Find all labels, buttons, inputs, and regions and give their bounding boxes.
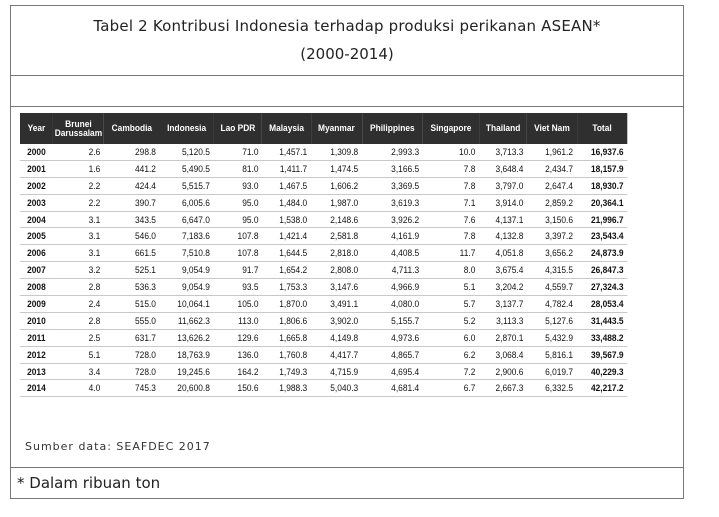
table-cell: 1,961.2 (527, 144, 577, 160)
table-cell: 5.7 (423, 296, 479, 313)
footnote-text: * Dalam ribuan ton (17, 474, 161, 492)
table-cell: 71.0 (214, 144, 263, 160)
table-cell: 1,665.8 (262, 329, 311, 346)
table-row (20, 312, 627, 329)
table-cell: 7.1 (423, 194, 479, 211)
table-cell: 3,491.1 (311, 296, 362, 313)
table-cell: 4,973.6 (362, 329, 423, 346)
table-cell: 4,681.4 (362, 380, 423, 397)
column-header: Cambodia (104, 113, 160, 144)
table-cell: 3,656.2 (527, 245, 577, 262)
total-cell: 42,217.2 (577, 380, 628, 397)
table-cell: 3,675.4 (479, 262, 527, 279)
column-header: Brunei Darussalam (53, 113, 104, 144)
table-cell: 1.6 (53, 160, 104, 177)
table-cell: 2.2 (53, 194, 104, 211)
table-cell: 390.7 (104, 194, 160, 211)
table-cell: 3.1 (53, 211, 104, 228)
table-cell: 536.3 (104, 279, 160, 296)
year-cell: 2014 (20, 380, 53, 397)
table-cell: 2.8 (53, 279, 104, 296)
table-cell: 7,183.6 (160, 228, 214, 245)
table-cell: 2,900.6 (479, 363, 527, 380)
table-body (20, 144, 627, 397)
table-cell: 107.8 (214, 245, 263, 262)
table-cell: 4,865.7 (362, 346, 423, 363)
year-cell: 2011 (20, 329, 53, 346)
table-cell: 11.7 (423, 245, 479, 262)
total-cell: 28,053.4 (577, 296, 628, 313)
table-cell: 4,715.9 (311, 363, 362, 380)
table-cell: 3,648.4 (479, 160, 527, 177)
table-cell: 4,559.7 (527, 279, 577, 296)
year-cell: 2006 (20, 245, 53, 262)
table-cell: 8.0 (423, 262, 479, 279)
table-cell: 546.0 (104, 228, 160, 245)
table-cell: 1,753.3 (262, 279, 311, 296)
table-cell: 3.1 (53, 245, 104, 262)
table-cell: 424.4 (104, 177, 160, 194)
total-cell: 31,443.5 (577, 312, 628, 329)
year-cell: 2009 (20, 296, 53, 313)
table-frame (10, 5, 684, 499)
table-cell: 19,245.6 (160, 363, 214, 380)
table-row (20, 177, 627, 194)
table-cell: 7,510.8 (160, 245, 214, 262)
table-cell: 4,711.3 (362, 262, 423, 279)
table-cell: 9,054.9 (160, 262, 214, 279)
table-cell: 3,150.6 (527, 211, 577, 228)
table-cell: 95.0 (214, 194, 263, 211)
table-cell: 4,051.8 (479, 245, 527, 262)
table-cell: 631.7 (104, 329, 160, 346)
title-row (11, 6, 683, 76)
source-text: Sumber data: SEAFDEC 2017 (25, 440, 211, 453)
year-cell: 2007 (20, 262, 53, 279)
table-cell: 5,040.3 (311, 380, 362, 397)
table-cell: 555.0 (104, 312, 160, 329)
table-cell: 4,695.4 (362, 363, 423, 380)
table-cell: 1,309.8 (311, 144, 362, 160)
table-cell: 525.1 (104, 262, 160, 279)
total-cell: 40,229.3 (577, 363, 628, 380)
table-cell: 3,147.6 (311, 279, 362, 296)
year-cell: 2005 (20, 228, 53, 245)
table-cell: 4,132.8 (479, 228, 527, 245)
table-cell: 3.4 (53, 363, 104, 380)
column-header: Year (20, 113, 53, 144)
table-cell: 2,808.0 (311, 262, 362, 279)
table-row (20, 160, 627, 177)
column-header: Malaysia (262, 113, 311, 144)
table-cell: 95.0 (214, 211, 263, 228)
table-row (20, 363, 627, 380)
table-cell: 2,818.0 (311, 245, 362, 262)
year-cell: 2008 (20, 279, 53, 296)
table-cell: 1,411.7 (262, 160, 311, 177)
year-cell: 2001 (20, 160, 53, 177)
table-row (20, 279, 627, 296)
table-cell: 150.6 (214, 380, 263, 397)
table-row (20, 346, 627, 363)
table-cell: 4,408.5 (362, 245, 423, 262)
table-row (20, 228, 627, 245)
table-cell: 105.0 (214, 296, 263, 313)
table-title: Tabel 2 Kontribusi Indonesia terhadap produksi perikanan ASEAN* (93, 17, 601, 35)
table-cell: 6.2 (423, 346, 479, 363)
table-cell: 5.1 (423, 279, 479, 296)
table-cell: 661.5 (104, 245, 160, 262)
table-cell: 515.0 (104, 296, 160, 313)
table-cell: 107.8 (214, 228, 263, 245)
table-cell: 3,068.4 (479, 346, 527, 363)
table-cell: 5,120.5 (160, 144, 214, 160)
table-cell: 2,647.4 (527, 177, 577, 194)
table-cell: 2,993.3 (362, 144, 423, 160)
table-cell: 18,763.9 (160, 346, 214, 363)
column-header: Viet Nam (527, 113, 577, 144)
table-row (20, 245, 627, 262)
total-cell: 16,937.6 (577, 144, 628, 160)
table-cell: 3,914.0 (479, 194, 527, 211)
table-cell: 81.0 (214, 160, 263, 177)
table-cell: 3,902.0 (311, 312, 362, 329)
table-cell: 3,204.2 (479, 279, 527, 296)
table-cell: 1,474.5 (311, 160, 362, 177)
table-cell: 1,987.0 (311, 194, 362, 211)
table-cell: 2,148.6 (311, 211, 362, 228)
table-cell: 2.6 (53, 144, 104, 160)
total-cell: 26,847.3 (577, 262, 628, 279)
year-cell: 2013 (20, 363, 53, 380)
table-cell: 745.3 (104, 380, 160, 397)
table-cell: 3,797.0 (479, 177, 527, 194)
table-cell: 5,155.7 (362, 312, 423, 329)
table-cell: 343.5 (104, 211, 160, 228)
table-header-row (20, 113, 627, 144)
table-cell: 13,626.2 (160, 329, 214, 346)
table-cell: 136.0 (214, 346, 263, 363)
table-cell: 4,417.7 (311, 346, 362, 363)
table-cell: 3,369.5 (362, 177, 423, 194)
table-cell: 1,760.8 (262, 346, 311, 363)
total-cell: 24,873.9 (577, 245, 628, 262)
column-header: Thailand (479, 113, 527, 144)
table-subtitle: (2000-2014) (300, 45, 394, 63)
total-cell: 18,157.9 (577, 160, 628, 177)
table-cell: 4,149.8 (311, 329, 362, 346)
table-cell: 728.0 (104, 363, 160, 380)
total-cell: 27,324.3 (577, 279, 628, 296)
table-cell: 7.8 (423, 228, 479, 245)
table-row (20, 296, 627, 313)
year-cell: 2012 (20, 346, 53, 363)
table-cell: 4,966.9 (362, 279, 423, 296)
table-cell: 93.5 (214, 279, 263, 296)
column-header: Indonesia (160, 113, 214, 144)
column-header: Philippines (362, 113, 423, 144)
footnote-row (11, 467, 683, 500)
table-row (20, 144, 627, 160)
total-cell: 39,567.9 (577, 346, 628, 363)
year-cell: 2010 (20, 312, 53, 329)
table-cell: 728.0 (104, 346, 160, 363)
table-cell: 3,113.3 (479, 312, 527, 329)
table-cell: 2.8 (53, 312, 104, 329)
table-cell: 20,600.8 (160, 380, 214, 397)
table-cell: 2.5 (53, 329, 104, 346)
table-cell: 4.0 (53, 380, 104, 397)
empty-row (11, 75, 683, 107)
table-cell: 4,137.1 (479, 211, 527, 228)
table-cell: 91.7 (214, 262, 263, 279)
table-cell: 7.8 (423, 160, 479, 177)
table-cell: 5.2 (423, 312, 479, 329)
table-cell: 2.2 (53, 177, 104, 194)
table-cell: 441.2 (104, 160, 160, 177)
table-cell: 4,080.0 (362, 296, 423, 313)
table-cell: 3,166.5 (362, 160, 423, 177)
table-cell: 10.0 (423, 144, 479, 160)
table-cell: 3,713.3 (479, 144, 527, 160)
table-cell: 298.8 (104, 144, 160, 160)
table-cell: 2,434.7 (527, 160, 577, 177)
data-table (20, 113, 627, 397)
table-cell: 5.1 (53, 346, 104, 363)
table-cell: 129.6 (214, 329, 263, 346)
table-cell: 3,397.2 (527, 228, 577, 245)
table-cell: 1,870.0 (262, 296, 311, 313)
column-header: Singapore (423, 113, 479, 144)
table-area (11, 106, 683, 468)
table-cell: 1,806.6 (262, 312, 311, 329)
table-cell: 1,421.4 (262, 228, 311, 245)
column-header: Lao PDR (214, 113, 263, 144)
year-cell: 2004 (20, 211, 53, 228)
table-cell: 3,926.2 (362, 211, 423, 228)
table-cell: 5,127.6 (527, 312, 577, 329)
table-cell: 5,490.5 (160, 160, 214, 177)
total-cell: 23,543.4 (577, 228, 628, 245)
table-cell: 2,859.2 (527, 194, 577, 211)
table-row (20, 194, 627, 211)
total-cell: 18,930.7 (577, 177, 628, 194)
table-row (20, 211, 627, 228)
table-cell: 6.7 (423, 380, 479, 397)
table-cell: 1,988.3 (262, 380, 311, 397)
table-cell: 4,161.9 (362, 228, 423, 245)
table-cell: 3,619.3 (362, 194, 423, 211)
total-cell: 33,488.2 (577, 329, 628, 346)
table-cell: 6,005.6 (160, 194, 214, 211)
table-row (20, 380, 627, 397)
table-cell: 7.6 (423, 211, 479, 228)
table-row (20, 262, 627, 279)
table-cell: 1,654.2 (262, 262, 311, 279)
table-cell: 6,332.5 (527, 380, 577, 397)
table-cell: 10,064.1 (160, 296, 214, 313)
table-cell: 4,782.4 (527, 296, 577, 313)
table-cell: 2,870.1 (479, 329, 527, 346)
table-cell: 6.0 (423, 329, 479, 346)
year-cell: 2003 (20, 194, 53, 211)
table-cell: 7.8 (423, 177, 479, 194)
table-cell: 9,054.9 (160, 279, 214, 296)
table-cell: 4,315.5 (527, 262, 577, 279)
table-cell: 7.2 (423, 363, 479, 380)
total-cell: 20,364.1 (577, 194, 628, 211)
table-cell: 1,644.5 (262, 245, 311, 262)
table-cell: 1,749.3 (262, 363, 311, 380)
table-cell: 1,538.0 (262, 211, 311, 228)
table-cell: 113.0 (214, 312, 263, 329)
table-cell: 2.4 (53, 296, 104, 313)
table-cell: 6,647.0 (160, 211, 214, 228)
table-cell: 5,432.9 (527, 329, 577, 346)
table-cell: 6,019.7 (527, 363, 577, 380)
table-cell: 93.0 (214, 177, 263, 194)
table-cell: 1,606.2 (311, 177, 362, 194)
table-cell: 3,137.7 (479, 296, 527, 313)
table-cell: 5,816.1 (527, 346, 577, 363)
table-cell: 2,581.8 (311, 228, 362, 245)
table-cell: 5,515.7 (160, 177, 214, 194)
table-cell: 1,484.0 (262, 194, 311, 211)
table-cell: 1,467.5 (262, 177, 311, 194)
table-row (20, 329, 627, 346)
column-header: Total (577, 113, 628, 144)
year-cell: 2002 (20, 177, 53, 194)
year-cell: 2000 (20, 144, 53, 160)
table-cell: 1,457.1 (262, 144, 311, 160)
table-cell: 3.1 (53, 228, 104, 245)
table-cell: 164.2 (214, 363, 263, 380)
total-cell: 21,996.7 (577, 211, 628, 228)
table-cell: 11,662.3 (160, 312, 214, 329)
column-header: Myanmar (311, 113, 362, 144)
table-cell: 2,667.3 (479, 380, 527, 397)
table-cell: 3.2 (53, 262, 104, 279)
